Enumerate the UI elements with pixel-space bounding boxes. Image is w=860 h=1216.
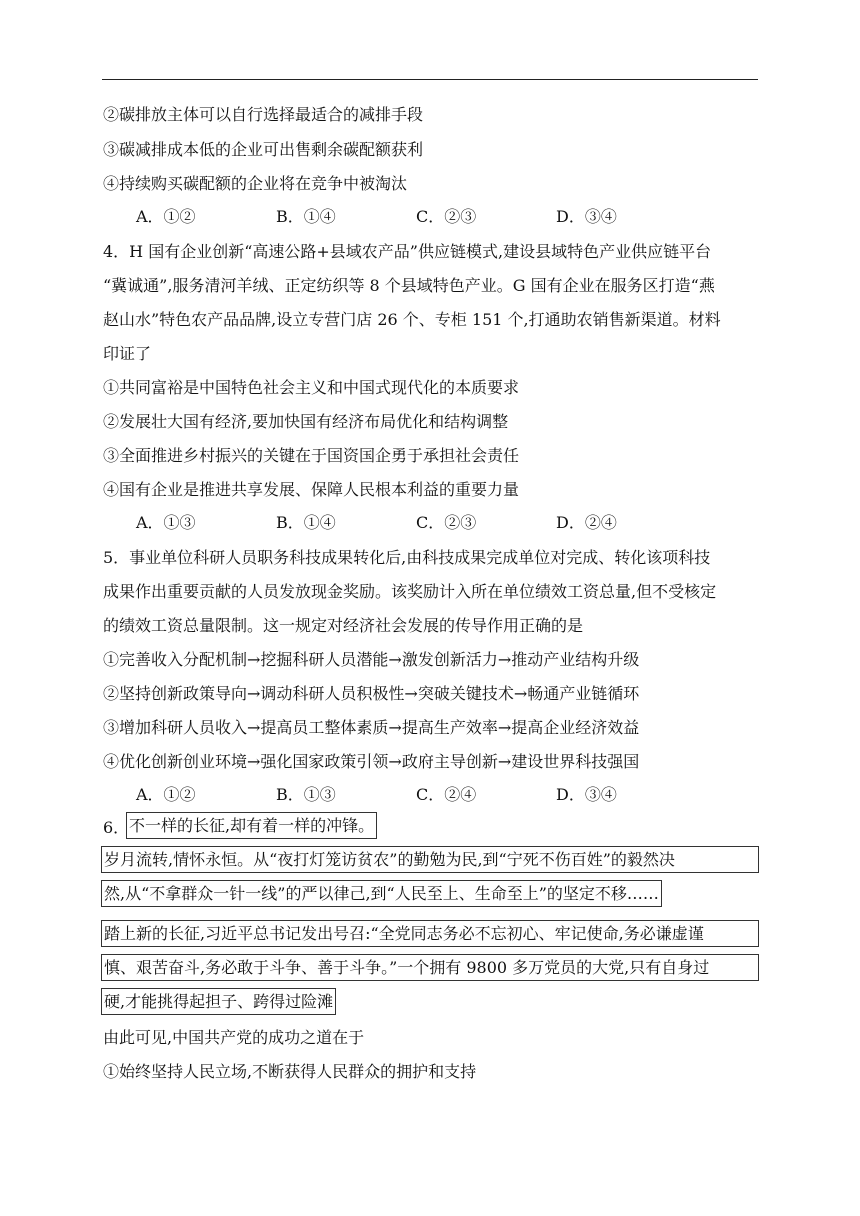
q6-title-box: 不一样的长征,却有着一样的冲锋。 <box>126 812 377 839</box>
q5-stem-line-2: 成果作出重要贡献的人员发放现金奖励。该奖励计入所在单位绩效工资总量,但不受核定 <box>103 582 717 601</box>
q3-option-a[interactable]: A．①② <box>136 207 196 226</box>
q5-statement-1: ①完善收入分配机制→挖掘科研人员潜能→激发创新活力→推动产业结构升级 <box>103 650 640 669</box>
q4-option-b[interactable]: B．①④ <box>276 513 336 532</box>
q4-options <box>136 513 696 533</box>
q6-boxed-line-3: 踏上新的长征,习近平总书记发出号召:“全党同志务必不忘初心、牢记使命,务必谦虚谨 <box>101 920 759 947</box>
q4-stem-line-4: 印证了 <box>103 344 152 363</box>
q5-options <box>136 785 696 805</box>
q3-statement-2: ②碳排放主体可以自行选择最适合的减排手段 <box>103 105 424 124</box>
q6-boxed-line-4: 慎、艰苦奋斗,务必敢于斗争、善于斗争。”一个拥有 9800 多万党员的大党,只有自身过 <box>101 954 759 981</box>
q5-statement-2: ②坚持创新政策导向→调动科研人员积极性→突破关键技术→畅通产业链循环 <box>103 684 640 703</box>
q6-number: 6． <box>103 818 130 837</box>
q5-option-b[interactable]: B．①③ <box>276 785 336 804</box>
q4-option-c[interactable]: C．②③ <box>416 513 477 532</box>
q5-stem-line-1: 5．事业单位科研人员职务科技成果转化后,由科技成果完成单位对完成、转化该项科技 <box>103 548 711 567</box>
q4-stem-line-2: “冀诚通”,服务清河羊绒、正定纺织等 8 个县域特色产业。G 国有企业在服务区打造“燕 <box>103 276 715 295</box>
q5-stem-line-3: 的绩效工资总量限制。这一规定对经济社会发展的传导作用正确的是 <box>103 616 584 635</box>
q4-statement-4: ④国有企业是推进共享发展、保障人民根本利益的重要力量 <box>103 480 520 499</box>
q6-statement-1: ①始终坚持人民立场,不断获得人民群众的拥护和支持 <box>103 1062 477 1081</box>
q6-boxed-line-2: 然,从“不拿群众一针一线”的严以律己,到“人民至上、生命至上”的坚定不移…… <box>101 880 662 907</box>
q3-option-d[interactable]: D．③④ <box>556 207 617 226</box>
q6-boxed-line-5: 硬,才能挑得起担子、跨得过险滩 <box>101 988 336 1015</box>
q6-stem: 由此可见,中国共产党的成功之道在于 <box>103 1028 365 1047</box>
q3-statement-4: ④持续购买碳配额的企业将在竞争中被淘汰 <box>103 174 408 193</box>
q3-options <box>136 207 696 227</box>
q3-option-b[interactable]: B．①④ <box>276 207 336 226</box>
q5-option-a[interactable]: A．①② <box>136 785 196 804</box>
q3-option-c[interactable]: C．②③ <box>416 207 477 226</box>
q4-option-d[interactable]: D．②④ <box>556 513 617 532</box>
q5-statement-4: ④优化创新创业环境→强化国家政策引领→政府主导创新→建设世界科技强国 <box>103 752 640 771</box>
q4-stem-line-3: 赵山水”特色农产品品牌,设立专营门店 26 个、专柜 151 个,打通助农销售新渠道。材料 <box>103 310 721 329</box>
q6-boxed-line-1: 岁月流转,情怀永恒。从“夜打灯笼访贫农”的勤勉为民,到“宁死不伤百姓”的毅然决 <box>101 846 759 873</box>
q4-statement-3: ③全面推进乡村振兴的关键在于国资国企勇于承担社会责任 <box>103 446 520 465</box>
q5-option-d[interactable]: D．③④ <box>556 785 617 804</box>
q4-statement-1: ①共同富裕是中国特色社会主义和中国式现代化的本质要求 <box>103 378 520 397</box>
q4-stem-line-1: 4．H 国有企业创新“高速公路+县域农产品”供应链模式,建设县域特色产业供应链平台 <box>103 242 712 261</box>
q3-statement-3: ③碳减排成本低的企业可出售剩余碳配额获利 <box>103 140 424 159</box>
q4-statement-2: ②发展壮大国有经济,要加快国有经济布局优化和结构调整 <box>103 412 509 431</box>
q4-option-a[interactable]: A．①③ <box>136 513 196 532</box>
q5-option-c[interactable]: C．②④ <box>416 785 477 804</box>
header-rule <box>102 79 758 80</box>
q5-statement-3: ③增加科研人员收入→提高员工整体素质→提高生产效率→提高企业经济效益 <box>103 718 640 737</box>
